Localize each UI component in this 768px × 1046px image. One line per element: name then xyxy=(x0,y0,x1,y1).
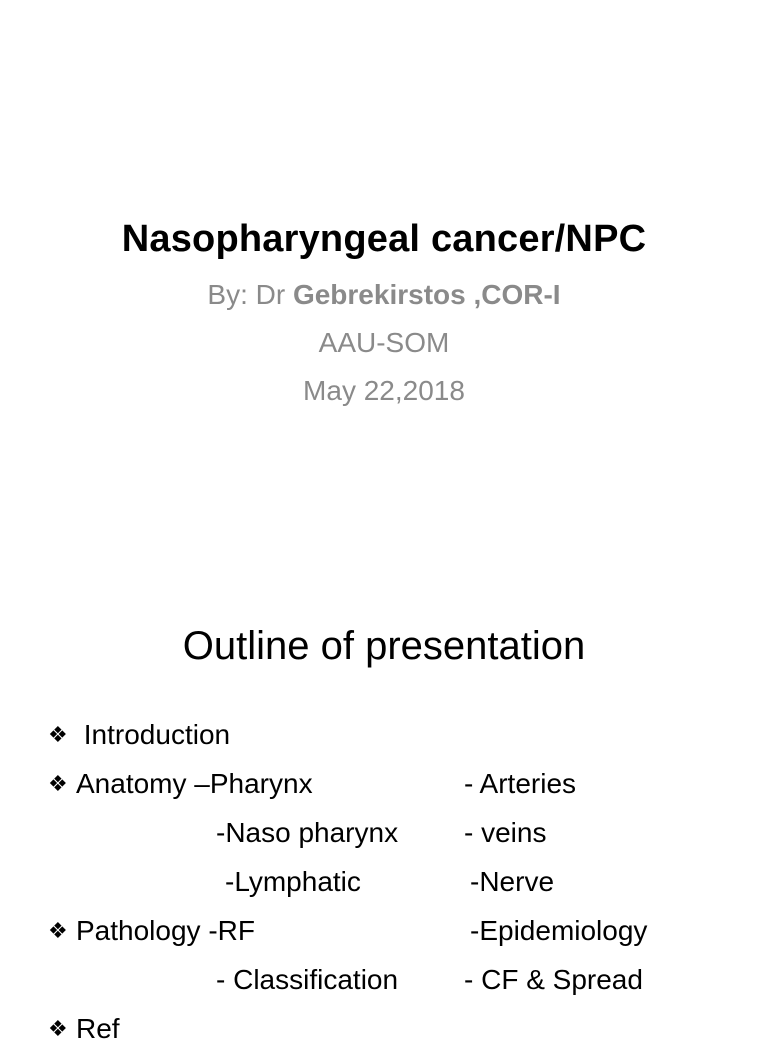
outline-subitem-right: - Arteries xyxy=(464,768,577,799)
diamond-bullet-icon: ❖ xyxy=(48,722,68,747)
outline-subitem-right: - veins xyxy=(464,817,547,848)
diamond-bullet-icon: ❖ xyxy=(48,1016,68,1041)
outline-subitem: -Lymphatic xyxy=(225,866,361,897)
outline-item-text: Anatomy –Pharynx xyxy=(76,768,313,799)
outline-subitem: - Classification xyxy=(216,964,399,995)
diamond-bullet-icon: ❖ xyxy=(48,918,68,943)
outline-subitem-right: -Epidemiology xyxy=(470,915,648,946)
author-line xyxy=(0,279,768,311)
outline-slide xyxy=(0,576,768,1044)
outline-item-pathology xyxy=(48,914,255,948)
outline-subitem-right: -Nerve xyxy=(470,866,555,897)
by-prefix: By: Dr xyxy=(207,279,293,310)
organization: AAU-SOM xyxy=(318,327,450,358)
outline-subitem: -Naso pharynx xyxy=(216,817,399,848)
outline-title: Outline of presentation xyxy=(182,624,586,668)
presentation-date: May 22,2018 xyxy=(303,375,465,406)
outline-item-introduction xyxy=(48,718,230,752)
outline-item-text: Ref xyxy=(76,1013,120,1044)
author-name: Gebrekirstos ,COR-I xyxy=(292,279,561,310)
outline-subitem-right: - CF & Spread xyxy=(464,964,643,995)
outline-item-text: Introduction xyxy=(76,719,231,750)
slide-title: Nasopharyngeal cancer/NPC xyxy=(121,218,647,260)
outline-item-ref xyxy=(48,1012,120,1046)
outline-item-anatomy xyxy=(48,767,313,801)
diamond-bullet-icon: ❖ xyxy=(48,771,68,796)
outline-item-text: Pathology -RF xyxy=(76,915,255,946)
